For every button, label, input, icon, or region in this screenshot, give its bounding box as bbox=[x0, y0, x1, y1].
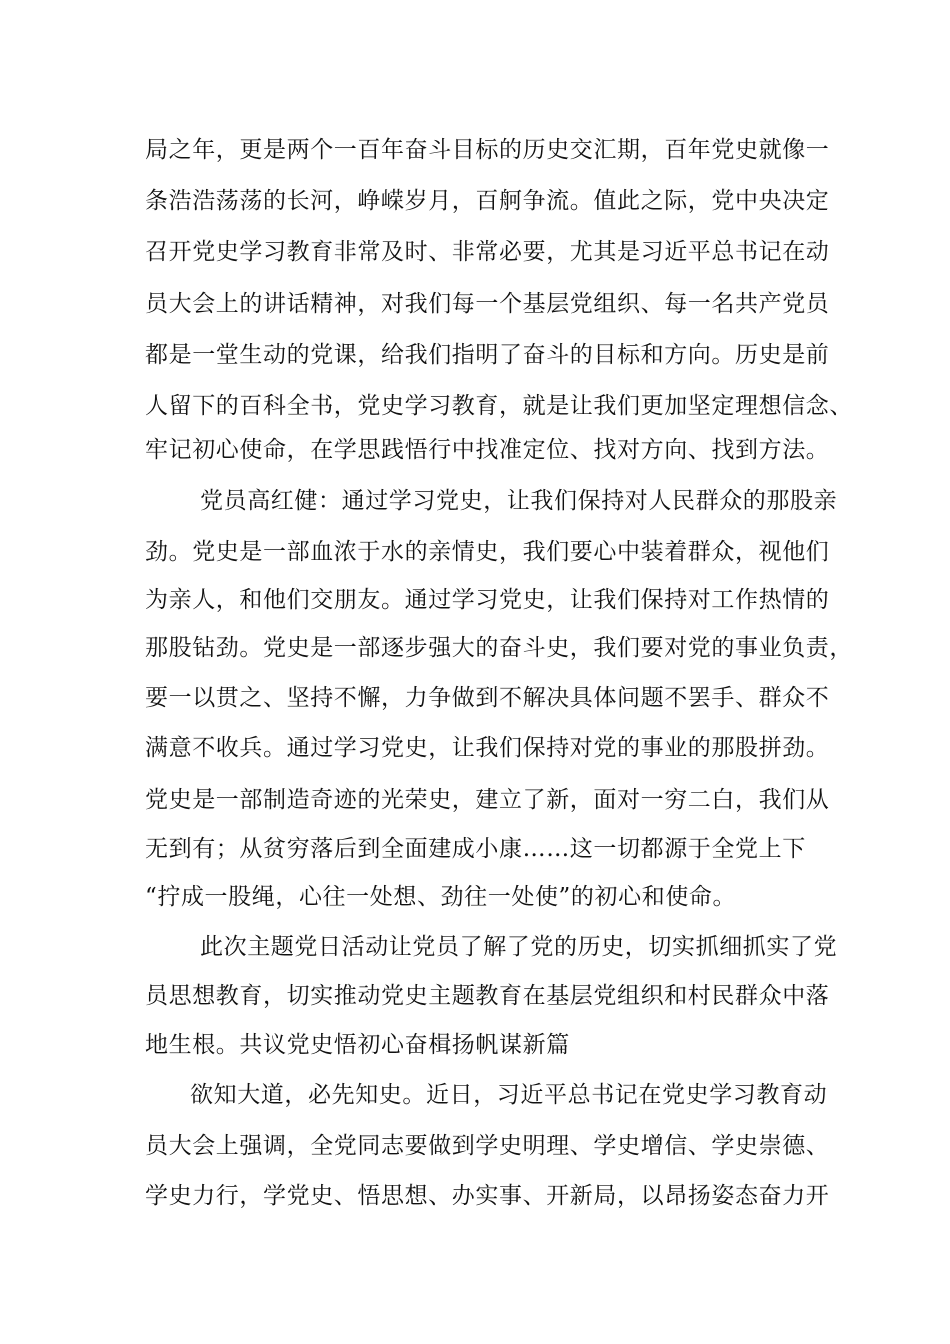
paragraph-line: 员大会上的讲话精神，对我们每一个基层党组织、每一名共产党员 bbox=[145, 291, 830, 317]
paragraph-line: 员思想教育，切实推动党史主题教育在基层党组织和村民群众中落 bbox=[145, 983, 830, 1009]
paragraph-line: 人留下的百科全书，党史学习教育，就是让我们更加坚定理想信念、 bbox=[145, 393, 853, 419]
paragraph-line: 牢记初心使命，在学思践悟行中找准定位、找对方向、找到方法。 bbox=[145, 437, 830, 463]
paragraph-line: 无到有；从贫穷落后到全面建成小康……这一切都源于全党上下 bbox=[145, 836, 806, 862]
paragraph-line: 此次主题党日活动让党员了解了党的历史，切实抓细抓实了党 bbox=[200, 934, 838, 960]
paragraph-line: 欲知大道，必先知史。近日，习近平总书记在党史学习教育动 bbox=[190, 1082, 828, 1108]
paragraph-line: 劲。党史是一部血浓于水的亲情史，我们要心中装着群众，视他们 bbox=[145, 539, 830, 565]
paragraph-line: 学史力行，学党史、悟思想、办实事、开新局，以昂扬姿态奋力开 bbox=[145, 1183, 830, 1209]
paragraph-line: 要一以贯之、坚持不懈，力争做到不解决具体问题不罢手、群众不 bbox=[145, 685, 830, 711]
paragraph-line: 地生根。共议党史悟初心奋楫扬帆谋新篇 bbox=[145, 1032, 570, 1058]
paragraph-line: 为亲人，和他们交朋友。通过学习党史，让我们保持对工作热情的 bbox=[145, 587, 830, 613]
paragraph-line: 条浩浩荡荡的长河，峥嵘岁月，百舸争流。值此之际，党中央决定 bbox=[145, 188, 830, 214]
paragraph-line: 召开党史学习教育非常及时、非常必要，尤其是习近平总书记在动 bbox=[145, 239, 830, 265]
paragraph-line: “拧成一股绳，心往一处想、劲往一处使”的初心和使命。 bbox=[145, 884, 737, 910]
paragraph-line: 员大会上强调，全党同志要做到学史明理、学史增信、学史崇德、 bbox=[145, 1133, 830, 1159]
paragraph-line: 满意不收兵。通过学习党史，让我们保持对党的事业的那股拼劲。 bbox=[145, 735, 830, 761]
paragraph-line: 党史是一部制造奇迹的光荣史，建立了新，面对一穷二白，我们从 bbox=[145, 787, 830, 813]
paragraph-line: 局之年，更是两个一百年奋斗目标的历史交汇期，百年党史就像一 bbox=[145, 137, 830, 163]
paragraph-line: 党员高红健：通过学习党史，让我们保持对人民群众的那股亲 bbox=[200, 488, 838, 514]
paragraph-line: 都是一堂生动的党课，给我们指明了奋斗的目标和方向。历史是前 bbox=[145, 342, 830, 368]
paragraph-line: 那股钻劲。党史是一部逐步强大的奋斗史，我们要对党的事业负责， bbox=[145, 635, 853, 661]
